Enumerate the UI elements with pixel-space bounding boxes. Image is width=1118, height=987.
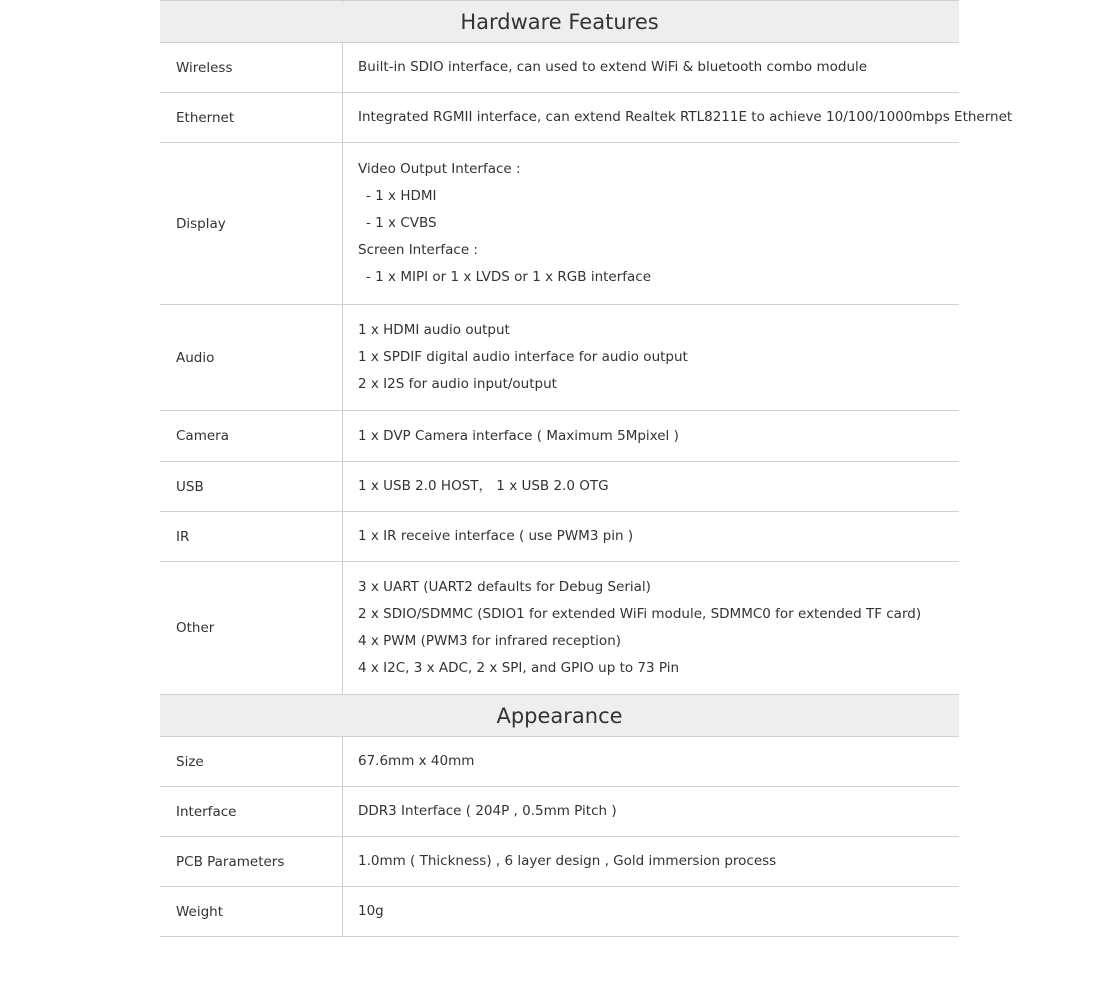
hardware-features-header: Hardware Features (160, 1, 959, 43)
spec-value-line: - 1 x HDMI (366, 188, 437, 204)
spec-row-interface (160, 787, 959, 837)
spec-value-line: 4 x PWM (PWM3 for infrared reception) (358, 633, 622, 649)
spec-row-display (160, 143, 959, 305)
spec-row-ethernet (160, 93, 1013, 143)
spec-value-line: 1 x IR receive interface ( use PWM3 pin ) (358, 528, 634, 544)
spec-label: Camera (160, 411, 343, 461)
spec-label: Ethernet (160, 93, 343, 142)
spec-row-size (160, 737, 959, 787)
spec-value-line: Integrated RGMII interface, can extend Realtek RTL8211E to achieve 10/100/1000mbps Ethernet (358, 109, 1013, 125)
spec-label: Other (160, 562, 343, 694)
spec-value (343, 43, 959, 92)
spec-value-line: 2 x SDIO/SDMMC (SDIO1 for extended WiFi module, SDMMC0 for extended TF card) (358, 606, 922, 622)
spec-value-line: 4 x I2C, 3 x ADC, 2 x SPI, and GPIO up to 73 Pin (358, 660, 680, 676)
spec-label: Size (160, 737, 343, 786)
spec-row-camera (160, 411, 959, 462)
spec-value-line: - 1 x MIPI or 1 x LVDS or 1 x RGB interface (366, 269, 652, 285)
spec-value (343, 562, 959, 694)
spec-label: Weight (160, 887, 343, 936)
spec-value (343, 462, 959, 511)
top-divider (160, 0, 959, 1)
spec-value (343, 93, 1012, 142)
spec-row-usb (160, 462, 959, 512)
spec-value (343, 143, 959, 304)
spec-value (343, 837, 959, 886)
spec-value-line: 1 x HDMI audio output (358, 322, 510, 338)
spec-value (343, 737, 959, 786)
spec-value (343, 787, 959, 836)
spec-value (343, 512, 959, 561)
spec-value-line: 1.0mm ( Thickness) , 6 layer design , Gold immersion process (358, 853, 777, 869)
spec-label: USB (160, 462, 343, 511)
spec-table (160, 0, 1013, 937)
spec-value-line: 3 x UART (UART2 defaults for Debug Serial) (358, 579, 651, 595)
spec-value (343, 411, 959, 461)
spec-value-line: Screen Interface : (358, 242, 478, 258)
spec-row-audio (160, 305, 959, 411)
spec-value-line: 1 x DVP Camera interface ( Maximum 5Mpixel ) (358, 427, 679, 444)
spec-value-line: - 1 x CVBS (366, 215, 437, 231)
spec-row-wireless (160, 43, 959, 93)
spec-label: PCB Parameters (160, 837, 343, 886)
hardware-features-rows (160, 43, 1013, 695)
spec-row-pcb-parameters (160, 837, 959, 887)
spec-value-line: 1 x USB 2.0 HOST， 1 x USB 2.0 OTG (358, 478, 609, 494)
spec-label: Interface (160, 787, 343, 836)
spec-value-line: DDR3 Interface ( 204P , 0.5mm Pitch ) (358, 803, 617, 819)
spec-value-line: Video Output Interface : (358, 161, 521, 177)
spec-row-weight (160, 887, 959, 937)
spec-value-line: 2 x I2S for audio input/output (358, 376, 557, 392)
spec-value-line: Built-in SDIO interface, can used to extend WiFi & bluetooth combo module (358, 59, 868, 75)
spec-value (343, 305, 959, 410)
spec-label: Display (160, 143, 343, 304)
spec-value (343, 887, 959, 936)
spec-label: Wireless (160, 43, 343, 92)
appearance-header: Appearance (160, 695, 959, 737)
spec-label: Audio (160, 305, 343, 410)
spec-value-line: 10g (358, 903, 384, 919)
appearance-rows (160, 737, 959, 937)
spec-value-line: 1 x SPDIF digital audio interface for audio output (358, 349, 688, 365)
spec-label: IR (160, 512, 343, 561)
spec-row-ir (160, 512, 959, 562)
spec-value-line: 67.6mm x 40mm (358, 753, 475, 769)
spec-row-other (160, 562, 959, 695)
